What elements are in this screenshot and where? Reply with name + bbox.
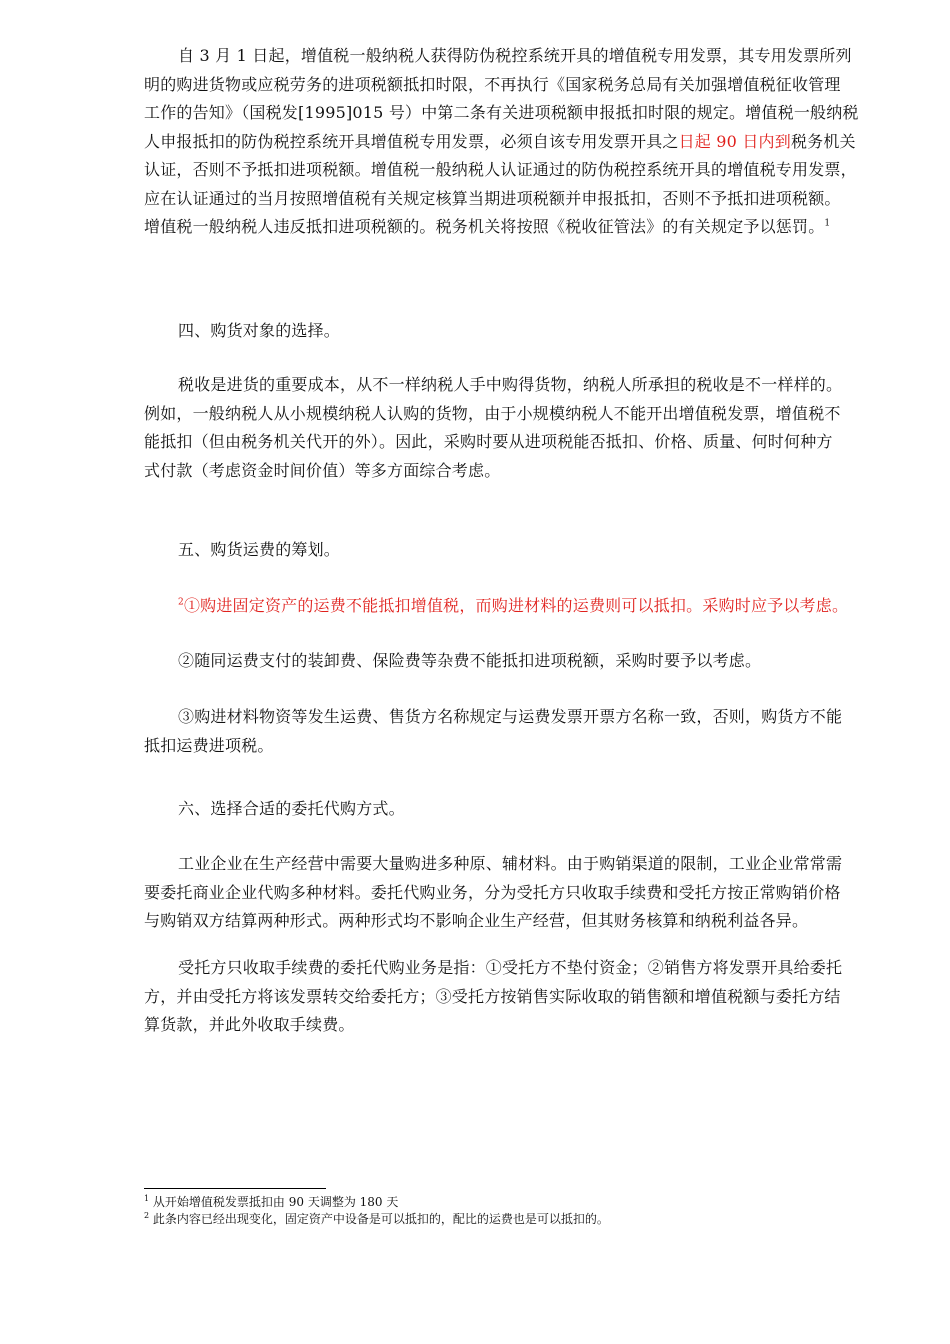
text-line: 明的购进货物或应税劳务的进项税额抵扣时限，不再执行《国家税务总局有关加强增值税征收管理 [144,74,841,94]
footnote-ref-1[interactable]: 1 [824,218,831,229]
text-line [144,592,874,621]
paragraph-supplier-choice [144,371,874,485]
text-segment: 税务机关 [790,131,856,151]
text-line: 自 3 月 1 日起，增值税一般纳税人获得防伪税控系统开具的增值税专用发票，其专用发票所列 [178,46,852,65]
footnote-number: 2 [144,1211,150,1220]
footnote-divider [144,1188,326,1189]
section-heading: 四、购货对象的选择。 [178,321,341,340]
section-heading: 五、购货运费的筹划。 [178,540,341,559]
text-line [144,213,874,242]
text-line: ③购进材料物资等发生运费、售货方名称规定与运费发票开票方名称一致，否则，购货方不能 [178,707,843,726]
text-line: 工业企业在生产经营中需要大量购进多种原、辅材料。由于购销渠道的限制，工业企业常常需 [178,854,843,873]
text-line: ②随同运费支付的装卸费、保险费等杂费不能抵扣进项税额，采购时要予以考虑。 [178,651,762,670]
text-segment: 增值税一般纳税人违反抵扣进项税额的。税务机关将按照《税收征管法》的有关规定予以惩罚。 [144,217,825,236]
text-line: 与购销双方结算两种形式。两种形式均不影响企业生产经营，但其财务核算和纳税利益各异。 [144,911,809,930]
footnote-2 [144,1211,609,1227]
paragraph-vat-deduction-deadline [144,42,874,242]
text-line: 税收是进货的重要成本，从不一样纳税人手中购得货物，纳税人所承担的税收是不一样样的。 [178,375,843,394]
text-line: 算货款，并此外收取手续费。 [144,1015,355,1034]
text-segment: 人申报抵扣的防伪税控系统开具增值税专用发票，必须自该专用发票开具之 [144,131,679,151]
paragraph-freight-fixed-assets [144,592,874,621]
text-line: 要委托商业企业代购多种材料。委托代购业务，分为受托方只收取手续费和受托方按正常购销价格 [144,882,841,902]
text-line: 能抵扣（但由税务机关代开的外）。因此，采购时要从进项税能否抵扣、价格、质量、何时何种方 [144,432,833,451]
heading-section-4 [144,317,874,346]
text-segment: ①购进固定资产的运费不能抵扣增值税，而购进材料的运费则可以抵扣。采购时应予以考虑。 [183,596,849,615]
section-heading: 六、选择合适的委托代购方式。 [178,799,405,818]
footnote-ref-2[interactable]: 2 [178,597,184,608]
paragraph-agency-fee-only [144,954,874,1040]
paragraph-freight-incidentals [144,647,874,676]
footnote-1 [144,1194,398,1210]
text-line [144,128,874,157]
text-line: 例如，一般纳税人从小规模纳税人认购的货物，由于小规模纳税人不能开出增值税发票，增值税不 [144,403,841,423]
text-line: 受托方只收取手续费的委托代购业务是指：①受托方不垫付资金；②销售方将发票开具给委托 [178,958,843,977]
paragraph-agency-purchase [144,850,874,936]
footnote-number: 1 [144,1194,150,1203]
text-line: 工作的告知》（国税发[1995]015 号）中第二条有关进项税额申报抵扣时限的规定。增值税一般纳税 [144,103,859,122]
paragraph-freight-invoice-name [144,703,874,760]
heading-section-5 [144,536,874,565]
text-line: 方，并由受托方将该发票转交给委托方；③受托方按销售实际收取的销售额和增值税额与委托方结 [144,986,841,1006]
heading-section-6 [144,795,874,824]
text-line: 应在认证通过的当月按照增值税有关规定核算当期进项税额并申报抵扣，否则不予抵扣进项税额。 [144,188,841,208]
text-line: 抵扣运费进项税。 [144,735,274,755]
footnote-text: 从开始增值税发票抵扣由 90 天调整为 180 天 [152,1195,399,1209]
text-line: 认证，否则不予抵扣进项税额。增值税一般纳税人认证通过的防伪税控系统开具的增值税专用发票， [144,160,857,179]
text-line: 式付款（考虑资金时间价值）等多方面综合考虑。 [144,460,501,480]
highlight-text: 日起 90 日内到 [678,131,791,151]
footnote-text: 此条内容已经出现变化，固定资产中设备是可以抵扣的，配比的运费也是可以抵扣的。 [152,1212,609,1226]
